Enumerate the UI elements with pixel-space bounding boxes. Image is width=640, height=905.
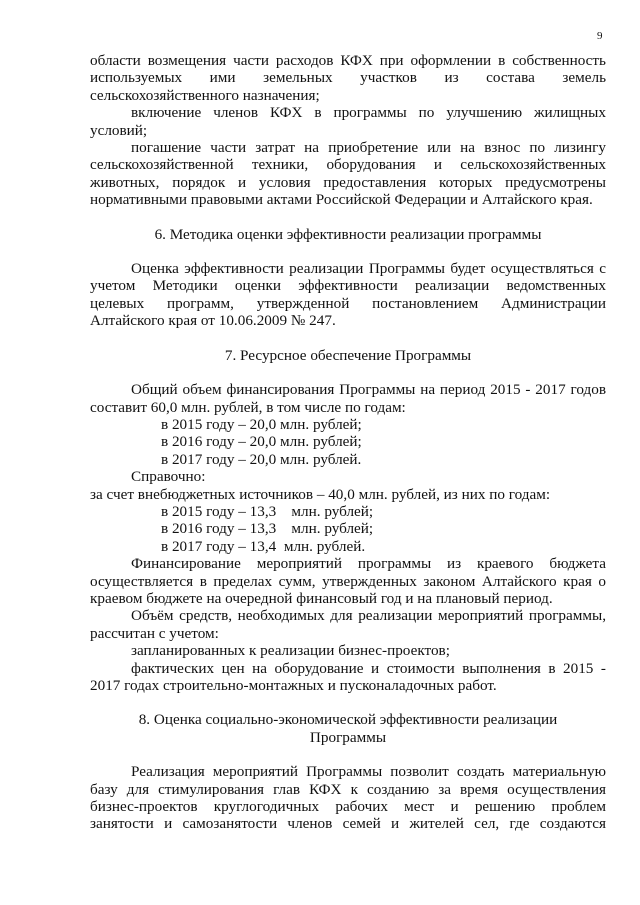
list-item: в 2016 году – 13,3 млн. рублей; [161,520,374,538]
document-body [90,52,606,833]
list-item: в 2015 году – 20,0 млн. рублей; [161,415,362,433]
text-line: 2017 годах строительно-монтажных и пусконаладочных работ. [90,677,497,694]
text-line: Оценка эффективности реализации Программы будет осуществляться с [131,260,606,278]
text-line: бизнес-проектов круглогодичных рабочих мест и решению проблем [90,798,606,816]
text-line: Объём средств, необходимых для реализации мероприятий программы, [131,607,606,625]
text-line: сельскохозяйственной техники, оборудования и сельскохозяйственных [90,156,606,174]
text-line: учетом Методики оценки эффективности реализации ведомственных [90,277,606,295]
text-line: занятости и самозанятости членов семей и жителей сел, где создаются [90,815,606,833]
list-item: в 2015 году – 13,3 млн. рублей; [161,502,374,520]
text-line: Реализация мероприятий Программы позволит создать материальную [131,763,606,781]
text-line: животных, порядок и условия предоставления которых предусмотрены [90,173,606,191]
text-line: осуществляется в пределах сумм, утвержденных законом Алтайского края о [90,572,606,590]
reference-label: Справочно: [131,468,206,486]
section-heading-8: 8. Оценка социально-экономической эффективности реализации [138,711,558,729]
list-item: в 2017 году – 20,0 млн. рублей. [161,450,362,468]
text-line: сельскохозяйственного назначения; [90,86,320,104]
text-line: составит 60,0 млн. рублей, в том числе по годам: [90,398,406,416]
text-line: краевом бюджете на очередной финансовый год и на плановый период. [90,589,553,607]
section-heading-8-cont: Программы [309,728,387,746]
section-heading-7: 7. Ресурсное обеспечение Программы [224,346,472,364]
text-line: запланированных к реализации бизнес-проектов; [131,642,450,660]
text-line: погашение части затрат на приобретение или на взнос по лизингу [131,139,606,157]
text-line: Финансирование мероприятий программы из краевого бюджета [131,555,606,573]
text-line: за счет внебюджетных источников – 40,0 млн. рублей, из них по годам: [90,485,551,503]
text-line: условий; [90,121,148,139]
text-line: целевых программ, утвержденной постановлением Администрации [90,294,606,312]
list-item: в 2017 году – 13,4 млн. рублей. [161,537,366,555]
text-line: базу для стимулирования глав КФХ к созданию за время осуществления [90,780,606,798]
text-line: нормативными правовыми актами Российской Федерации и Алтайского края. [90,191,593,209]
text-line: Алтайского края от 10.06.2009 № 247. [90,312,336,330]
text-line: фактических цен на оборудование и стоимости выполнения в 2015 - [131,659,606,677]
text-line: Общий объем финансирования Программы на период 2015 - 2017 годов [131,381,606,399]
text-line: рассчитан с учетом: [90,624,219,642]
text-line: области возмещения части расходов КФХ при оформлении в собственность [90,52,606,69]
page-number: 9 [597,30,603,42]
section-heading-6: 6. Методика оценки эффективности реализации программы [154,225,542,243]
text-line: включение членов КФХ в программы по улучшению жилищных [131,104,606,122]
list-item: в 2016 году – 20,0 млн. рублей; [161,433,362,451]
text-line: используемых ими земельных участков из состава земель [90,69,606,87]
